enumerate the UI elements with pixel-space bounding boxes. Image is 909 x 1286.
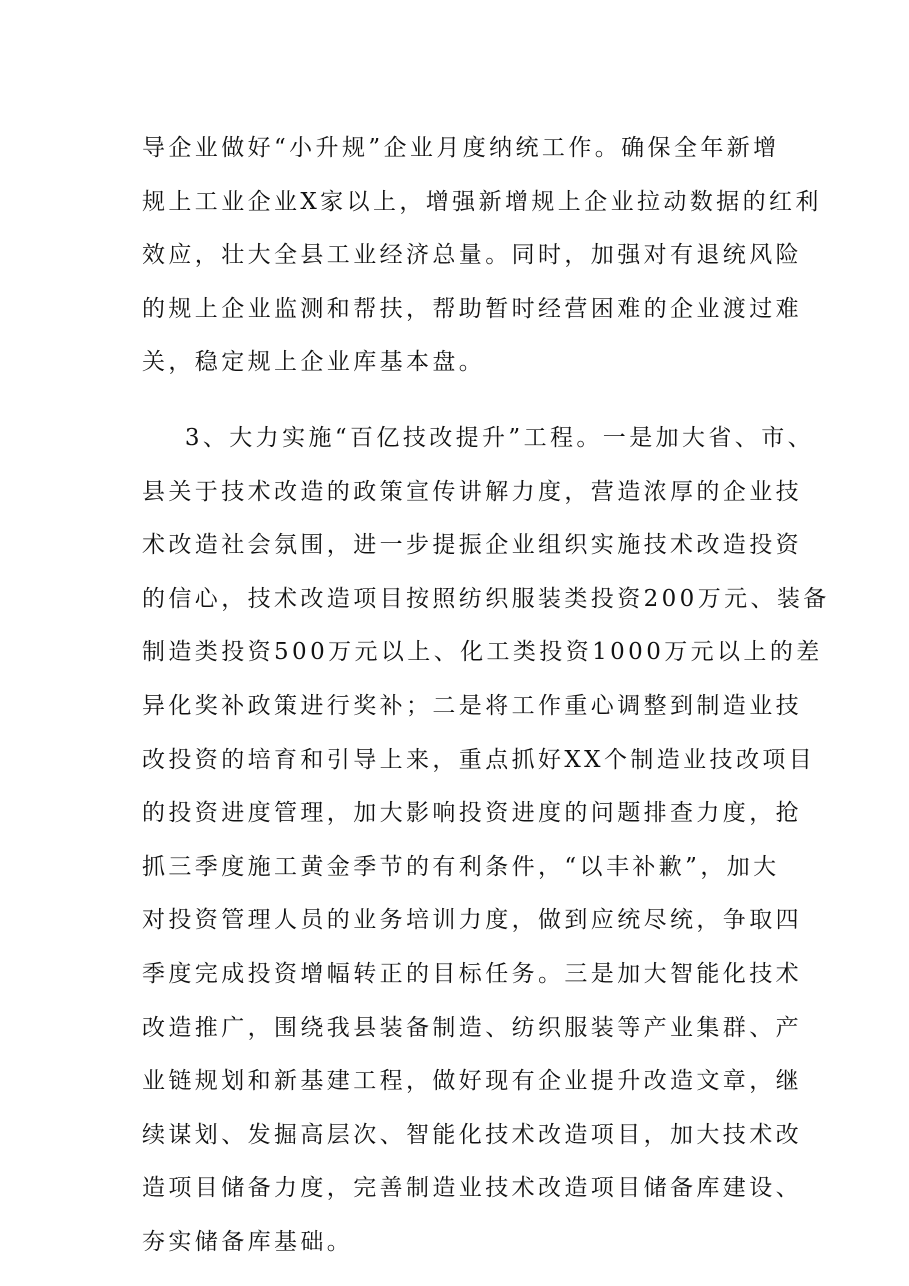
text-line: 规上工业企业X家以上，增强新增规上企业拉动数据的红利 bbox=[142, 188, 822, 215]
paragraph bbox=[142, 122, 822, 390]
text-line: 夯实储备库基础。 bbox=[142, 1228, 354, 1255]
text-line: 制造类投资500万元以上、化工类投资1000万元以上的差 bbox=[142, 639, 823, 666]
text-line: 续谋划、发掘高层次、智能化技术改造项目，加大技术改 bbox=[142, 1121, 802, 1148]
text-line: 县关于技术改造的政策宣传讲解力度，营造浓厚的企业技 bbox=[142, 478, 802, 505]
text-line: 的投资进度管理，加大影响投资进度的问题排查力度，抢 bbox=[142, 800, 802, 827]
text-line: 季度完成投资增幅转正的目标任务。三是加大智能化技术 bbox=[142, 960, 802, 987]
text-line: 业链规划和新基建工程，做好现有企业提升改造文章，继 bbox=[142, 1068, 802, 1095]
text-line: 异化奖补政策进行奖补；二是将工作重心调整到制造业技 bbox=[142, 692, 802, 719]
text-line: 术改造社会氛围，进一步提振企业组织实施技术改造投资 bbox=[142, 532, 802, 559]
text-line: 的信心，技术改造项目按照纺织服装类投资200万元、装备 bbox=[142, 585, 830, 612]
text-line: 对投资管理人员的业务培训力度，做到应统尽统，争取四 bbox=[142, 907, 802, 934]
text-line: 3、大力实施“百亿技改提升”工程。一是加大省、市、 bbox=[142, 424, 814, 451]
text-line: 改投资的培育和引导上来，重点抓好XX个制造业技改项目 bbox=[142, 746, 816, 773]
text-line: 效应，壮大全县工业经济总量。同时，加强对有退统风险 bbox=[142, 242, 802, 269]
text-line: 改造推广，围绕我县装备制造、纺织服装等产业集群、产 bbox=[142, 1014, 802, 1041]
text-line: 关，稳定规上企业库基本盘。 bbox=[142, 349, 486, 376]
text-line: 导企业做好“小升规”企业月度纳统工作。确保全年新增 bbox=[142, 135, 780, 161]
document-body bbox=[142, 122, 830, 1269]
text-line: 抓三季度施工黄金季节的有利条件，“以丰补歉”，加大 bbox=[142, 853, 780, 880]
text-line: 造项目储备力度，完善制造业技术改造项目储备库建设、 bbox=[142, 1175, 802, 1202]
paragraph bbox=[142, 412, 830, 1270]
paragraph-spacer bbox=[142, 390, 782, 412]
text-line: 的规上企业监测和帮扶，帮助暂时经营困难的企业渡过难 bbox=[142, 295, 802, 322]
